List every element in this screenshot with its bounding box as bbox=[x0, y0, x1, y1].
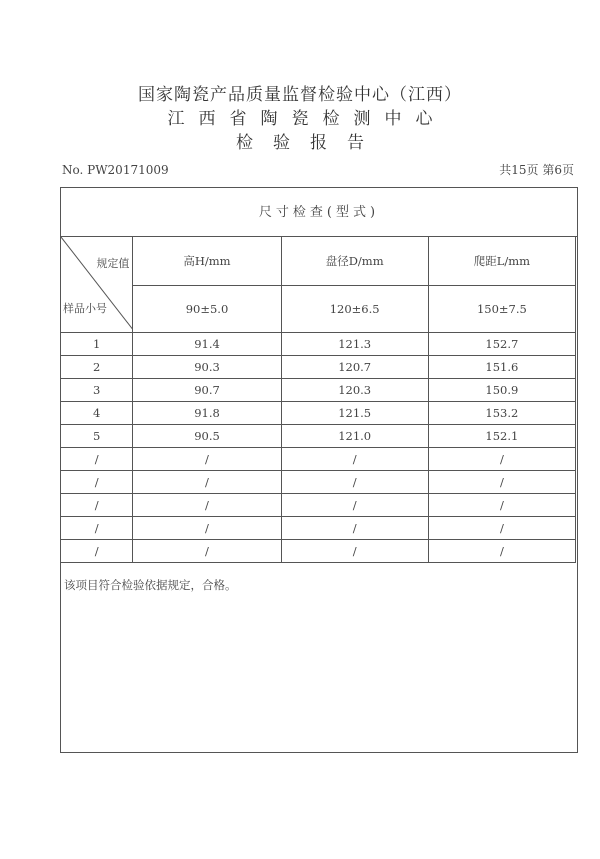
measurement-cell: / bbox=[428, 517, 575, 540]
measurement-cell: / bbox=[281, 540, 428, 563]
measurement-cell: 120.3 bbox=[281, 379, 428, 402]
measurement-cell: 120.7 bbox=[281, 356, 428, 379]
table-row bbox=[61, 517, 576, 540]
measurement-cell: / bbox=[428, 494, 575, 517]
measurement-cell: 153.2 bbox=[428, 402, 575, 425]
measurement-cell: / bbox=[281, 471, 428, 494]
measurement-cell: / bbox=[133, 540, 281, 563]
sample-number-label: 样品小号 bbox=[63, 302, 107, 315]
table-row bbox=[61, 379, 576, 402]
sample-id-cell: 4 bbox=[61, 402, 133, 425]
measurement-cell: 91.8 bbox=[133, 402, 281, 425]
measurement-cell: 91.4 bbox=[133, 333, 281, 356]
measurement-cell: / bbox=[133, 448, 281, 471]
measurement-cell: 121.0 bbox=[281, 425, 428, 448]
measurement-cell: / bbox=[133, 494, 281, 517]
measurement-cell: / bbox=[428, 540, 575, 563]
table-row bbox=[61, 540, 576, 563]
sample-id-cell: / bbox=[61, 540, 133, 563]
report-number: No. PW20171009 bbox=[62, 163, 169, 177]
sample-id-cell: 5 bbox=[61, 425, 133, 448]
table-row bbox=[61, 356, 576, 379]
center-name-national: 国家陶瓷产品质量监督检验中心（江西） bbox=[138, 85, 462, 105]
table-row bbox=[61, 402, 576, 425]
center-name-provincial: 江西省陶瓷检测中心 bbox=[167, 109, 447, 129]
diagonal-header-cell bbox=[61, 237, 133, 333]
measurement-cell: / bbox=[281, 448, 428, 471]
dimension-table bbox=[60, 236, 576, 563]
sample-id-cell: / bbox=[61, 517, 133, 540]
measurement-cell: / bbox=[281, 517, 428, 540]
table-header-row bbox=[61, 237, 576, 286]
table-row bbox=[61, 448, 576, 471]
sample-id-cell: 2 bbox=[61, 356, 133, 379]
measurement-cell: / bbox=[428, 471, 575, 494]
table-row bbox=[61, 333, 576, 356]
standard-value-row bbox=[61, 286, 576, 333]
measurement-cell: 121.3 bbox=[281, 333, 428, 356]
sample-id-cell: / bbox=[61, 494, 133, 517]
sample-id-cell: / bbox=[61, 448, 133, 471]
column-header-diameter: 盘径D/mm bbox=[281, 237, 428, 286]
measurement-cell: / bbox=[281, 494, 428, 517]
measurement-cell: 121.5 bbox=[281, 402, 428, 425]
page-count: 共15页 第6页 bbox=[499, 163, 574, 177]
measurement-cell: 90.7 bbox=[133, 379, 281, 402]
standard-height: 90±5.0 bbox=[133, 286, 281, 333]
table-row bbox=[61, 471, 576, 494]
report-title: 检验报告 bbox=[236, 133, 384, 153]
measurement-cell: 90.5 bbox=[133, 425, 281, 448]
standard-diameter: 120±6.5 bbox=[281, 286, 428, 333]
section-title: 尺寸检查(型式) bbox=[61, 188, 577, 237]
standard-creepage: 150±7.5 bbox=[428, 286, 575, 333]
report-frame bbox=[60, 187, 578, 753]
measurement-cell: 151.6 bbox=[428, 356, 575, 379]
measurement-cell: / bbox=[428, 448, 575, 471]
conclusion-text: 该项目符合检验依据规定，合格。 bbox=[64, 578, 237, 592]
sample-id-cell: 3 bbox=[61, 379, 133, 402]
measurement-cell: 152.7 bbox=[428, 333, 575, 356]
sample-id-cell: 1 bbox=[61, 333, 133, 356]
table-row bbox=[61, 494, 576, 517]
diagonal-line bbox=[61, 237, 133, 331]
column-header-creepage: 爬距L/mm bbox=[428, 237, 575, 286]
measurement-cell: / bbox=[133, 471, 281, 494]
spec-label: 规定值 bbox=[96, 257, 130, 270]
measurement-cell: / bbox=[133, 517, 281, 540]
measurement-cell: 90.3 bbox=[133, 356, 281, 379]
measurement-cell: 150.9 bbox=[428, 379, 575, 402]
sample-id-cell: / bbox=[61, 471, 133, 494]
measurement-cell: 152.1 bbox=[428, 425, 575, 448]
table-row bbox=[61, 425, 576, 448]
column-header-height: 高H/mm bbox=[133, 237, 281, 286]
